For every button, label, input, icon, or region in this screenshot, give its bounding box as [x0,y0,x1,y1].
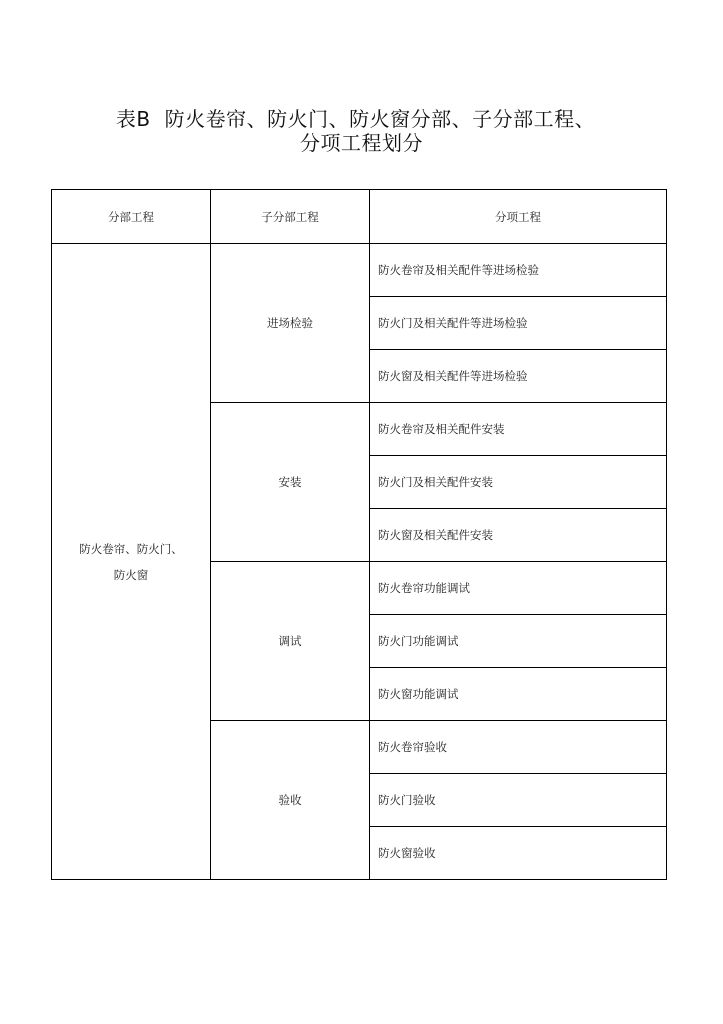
division-table [51,189,667,880]
item-cell: 防火窗及相关配件安装 [370,509,667,562]
table-number: 表B [115,107,151,131]
item-cell: 防火门及相关配件等进场检验 [370,297,667,350]
document-title-line-1 [0,107,717,131]
item-cell: 防火窗及相关配件等进场检验 [370,350,667,403]
header-division: 分部工程 [52,190,211,244]
document-title-line-2: 分项工程划分 [300,131,423,155]
subdivision-cell-installation: 安装 [211,403,370,562]
header-item: 分项工程 [370,190,667,244]
item-cell: 防火窗验收 [370,827,667,880]
item-cell: 防火卷帘及相关配件等进场检验 [370,244,667,297]
division-name-line-1: 防火卷帘、防火门、 [79,541,183,556]
item-cell: 防火卷帘功能调试 [370,562,667,615]
item-cell: 防火窗功能调试 [370,668,667,721]
division-cell [52,244,211,880]
title-text-1: 防火卷帘、防火门、防火窗分部、子分部工程、 [164,107,596,131]
item-cell: 防火门验收 [370,774,667,827]
subdivision-cell-commissioning: 调试 [211,562,370,721]
item-cell: 防火门功能调试 [370,615,667,668]
subdivision-cell-acceptance: 验收 [211,721,370,880]
table-row [52,244,667,297]
item-cell: 防火门及相关配件安装 [370,456,667,509]
item-cell: 防火卷帘验收 [370,721,667,774]
division-name-line-2: 防火窗 [113,567,149,582]
subdivision-cell-inspection: 进场检验 [211,244,370,403]
header-subdivision: 子分部工程 [211,190,370,244]
table-header-row [52,190,667,244]
item-cell: 防火卷帘及相关配件安装 [370,403,667,456]
